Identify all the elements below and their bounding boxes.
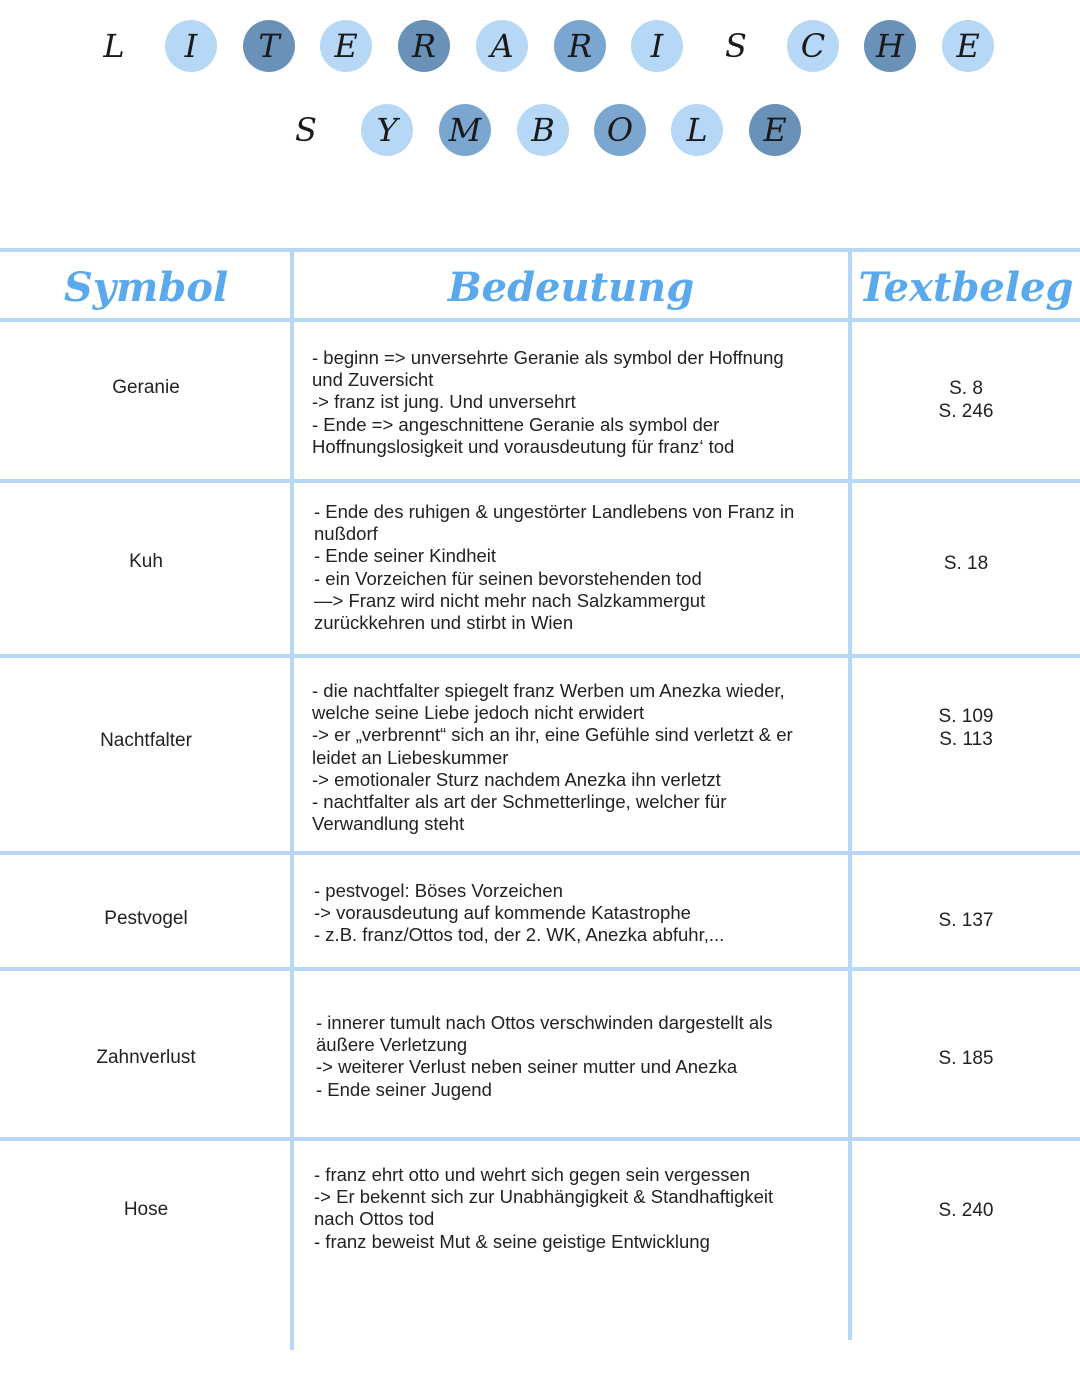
meaning-line: - franz ehrt otto und wehrt sich gegen sein vergessen (314, 1164, 751, 1185)
meaning-line: und Zuversicht (312, 369, 434, 391)
meaning-line: - franz beweist Mut & seine geistige Entwicklung (314, 1230, 710, 1252)
page-number: S. 8 (949, 378, 983, 399)
meaning-line: Hoffnungslosigkeit und vorausdeutung für franz‘ tod (312, 435, 735, 457)
table-border (0, 851, 1080, 855)
symbol-name: Geranie (112, 377, 180, 398)
symbol-name: Pestvogel (104, 908, 188, 929)
title-letter: R (398, 20, 450, 72)
title-line-1 (0, 20, 1080, 80)
meaning-line: - innerer tumult nach Ottos verschwinden dargestellt als (316, 1012, 773, 1033)
meaning-line: -> Er bekennt sich zur Unabhängigkeit & Standhaftigkeit (314, 1186, 774, 1208)
meaning-text (314, 880, 834, 947)
page-number: S. 109 (938, 706, 994, 727)
table-border (0, 318, 1080, 322)
title-letter: L (103, 27, 125, 65)
page-number: S. 137 (938, 910, 994, 931)
title-letter: O (594, 104, 646, 156)
title-letter: B (517, 104, 569, 156)
symbol-name: Zahnverlust (96, 1047, 196, 1068)
table-border (0, 1137, 1080, 1141)
meaning-line: nußdorf (314, 523, 378, 545)
title-line-2 (0, 104, 1080, 164)
page-reference (852, 552, 1080, 575)
meaning-text (316, 1012, 836, 1101)
meaning-line: - Ende seiner Jugend (316, 1078, 492, 1100)
symbol-name: Nachtfalter (100, 730, 192, 751)
title-letter: S (725, 27, 747, 65)
table-border (0, 248, 1080, 252)
title-letter: I (631, 20, 683, 72)
page-reference (852, 1047, 1080, 1070)
meaning-line: -> emotionaler Sturz nachdem Anezka ihn verletzt (312, 768, 721, 790)
symbol-name: Hose (123, 1199, 169, 1220)
title-letter: S (295, 111, 317, 149)
header-textbeleg: Textbeleg (858, 263, 1074, 311)
title-letter: H (864, 20, 916, 72)
title-letter: L (671, 104, 723, 156)
meaning-line: Verwandlung steht (312, 813, 465, 835)
meaning-line: - z.B. franz/Ottos tod, der 2. WK, Anezka abfuhr,... (314, 924, 725, 946)
table-border (290, 248, 294, 1350)
title-letter: E (942, 20, 994, 72)
meaning-line: leidet an Liebeskummer (312, 746, 509, 768)
title-letter: Y (361, 104, 413, 156)
title-letter: A (476, 20, 528, 72)
title-letter: T (243, 20, 295, 72)
meaning-text (312, 680, 832, 835)
page-reference (852, 1199, 1080, 1222)
page-number: S. 246 (938, 401, 994, 422)
title-letter: R (554, 20, 606, 72)
table-border (0, 654, 1080, 658)
meaning-text (314, 501, 834, 634)
meaning-line: - beginn => unversehrte Geranie als symbol der Hoffnung (312, 347, 784, 368)
title-letter: M (439, 104, 491, 156)
meaning-line: - Ende => angeschnittene Geranie als symbol der (312, 413, 720, 435)
page-number: S. 113 (939, 729, 993, 750)
meaning-line: —> Franz wird nicht mehr nach Salzkammergut (314, 589, 706, 611)
header-bedeutung: Bedeutung (447, 263, 695, 311)
title-letter: E (320, 20, 372, 72)
meaning-line: - pestvogel: Böses Vorzeichen (314, 880, 563, 901)
header-symbol: Symbol (63, 263, 229, 311)
meaning-line: -> weiterer Verlust neben seiner mutter und Anezka (316, 1056, 738, 1078)
meaning-line: nach Ottos tod (314, 1208, 435, 1230)
meaning-text (314, 1164, 834, 1253)
page-number: S. 185 (938, 1048, 994, 1069)
meaning-line: - nachtfalter als art der Schmetterlinge, welcher für (312, 791, 727, 813)
symbol-name: Kuh (129, 551, 163, 572)
meaning-line: welche seine Liebe jedoch nicht erwidert (312, 702, 645, 724)
title-letter: C (787, 20, 839, 72)
table-border (0, 479, 1080, 483)
meaning-line: - Ende des ruhigen & ungestörter Landlebens von Franz in (314, 501, 795, 522)
meaning-line: - die nachtfalter spiegelt franz Werben um Anezka wieder, (312, 680, 785, 701)
page-number: S. 240 (938, 1200, 994, 1221)
page-reference (852, 909, 1080, 932)
title-letter: E (749, 104, 801, 156)
page-reference (852, 377, 1080, 423)
meaning-text (312, 347, 832, 458)
meaning-line: -> er „verbrennt“ sich an ihr, eine Gefühle sind verletzt & er (312, 724, 793, 746)
meaning-line: -> vorausdeutung auf kommende Katastrophe (314, 902, 691, 924)
meaning-line: -> franz ist jung. Und unversehrt (312, 391, 576, 413)
title-letter: I (165, 20, 217, 72)
table-border (0, 967, 1080, 971)
page-number: S. 18 (943, 553, 989, 574)
meaning-line: - Ende seiner Kindheit (314, 545, 497, 567)
meaning-line: äußere Verletzung (316, 1034, 468, 1056)
meaning-line: zurückkehren und stirbt in Wien (314, 612, 574, 634)
page-reference (852, 705, 1080, 751)
meaning-line: - ein Vorzeichen für seinen bevorstehenden tod (314, 567, 702, 589)
